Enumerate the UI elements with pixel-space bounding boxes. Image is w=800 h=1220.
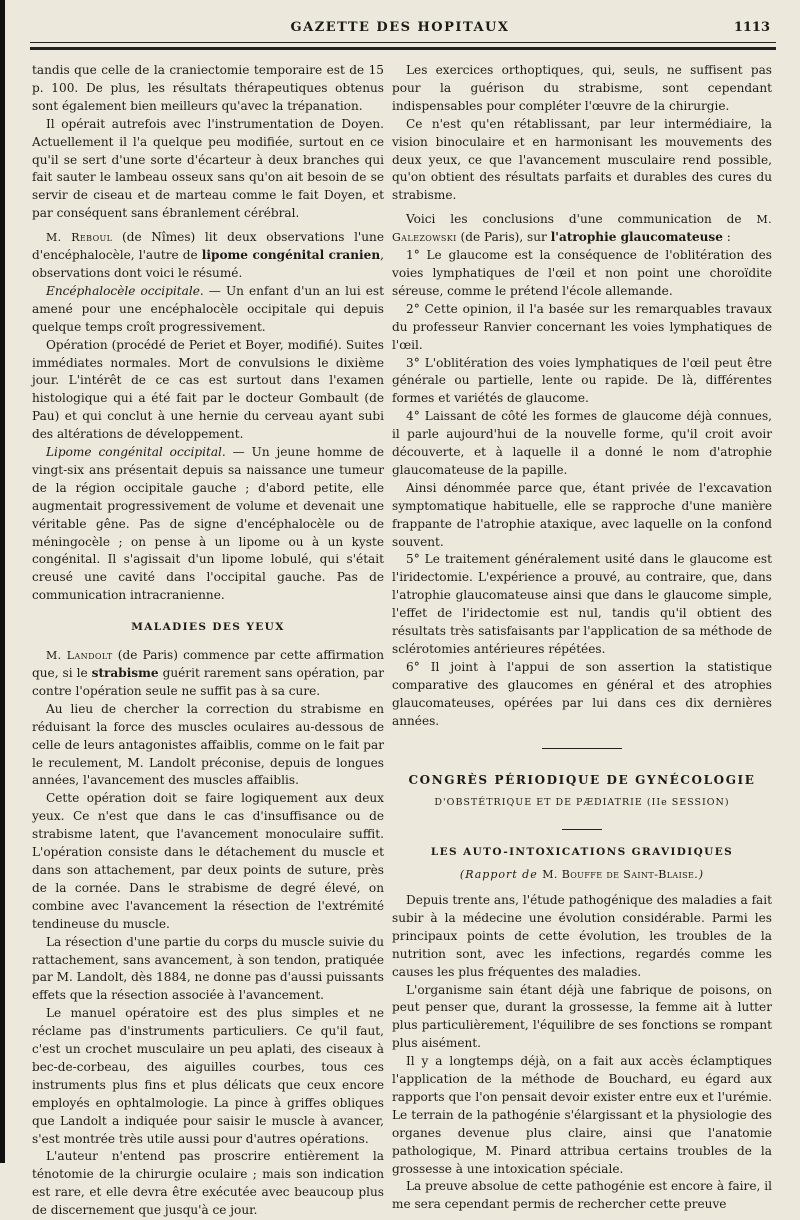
paragraph: Opération (procédé de Periet et Boyer, modifié). Suites immédiates normales. Mort de convulsions le dixième jour. L'intérêt de ce cas est surtout dans l'examen histologique qui a été fait par le docteur Gombault (de Pau) et qui conclut à une hernie du cerveau ayant subi des altérations de développement.: [32, 337, 384, 442]
page-number: 1113: [733, 20, 770, 35]
paragraph: Il y a longtemps déjà, on a fait aux accès éclamptiques l'application de la méthode de Bouchard, eu égard aux rapports que l'on pensait devoir exister entre eux et l'urémie. Le terrain de la pathogénie s'élargissant et la physiologie des organes devenue plus claire, ainsi que l'anatomie pathologique, M. Pinard attribua certains troubles de la grossesse à une intoxication spéciale.: [392, 1054, 772, 1176]
page-header: [0, 20, 800, 42]
conclusion-item: 5° Le traitement généralement usité dans le glaucome est l'iridectomie. L'expérience a prouvé, au contraire, que, dans l'atrophie glaucomateuse ainsi que dans le glaucome simple, l'effet de l'iridectomie est nul, tandis qu'il obtient des résultats très satisfaisants par l'application de sa méthode de sclérotomies antérieures répétées.: [392, 552, 772, 656]
paragraph: L'auteur n'entend pas proscrire entièrement la ténotomie de la chirurgie oculaire ; mais son indication est rare, et elle devra être exécutée avec beaucoup plus de discernement que jusqu'à ce jour.: [32, 1149, 384, 1218]
congress-subheading: D'OBSTÉTRIQUE ET DE PÆDIATRIE (IIe SESSION): [434, 797, 730, 809]
paragraph: Le manuel opératoire est des plus simples et ne réclame pas d'instruments particuliers. Ce qu'il faut, c'est un crochet musculaire un peu aplati, des ciseaux à bec-de-corbeau, des aiguilles courbes, tous ces instruments plus fins et plus délicats que ceux encore employés en ophtalmologie. La pince à griffes obliques que Landolt a indiquée pour saisir le muscle à avancer, s'est montrée très utile aussi pour d'autres opérations.: [32, 1006, 384, 1146]
author-name: M. Landolt: [46, 649, 113, 663]
header-rule-thin: [30, 42, 776, 43]
bold-term: strabisme: [91, 666, 159, 680]
conclusion-item: 6° Il joint à l'appui de son assertion la statistique comparative des glaucomes en général et des atrophies glaucomateuses, opérées par lui dans ces dix dernières années.: [392, 659, 772, 728]
report-title: LES AUTO-INTOXICATIONS GRAVIDIQUES: [430, 846, 734, 859]
bold-term: l'atrophie glaucomateuse: [550, 230, 723, 245]
left-column: [32, 62, 384, 1220]
paragraph: Cette opération doit se faire logiquement aux deux yeux. Ce n'est que dans le cas d'insuffisance ou de strabisme latent, que l'avancement monoculaire suffit. L'opération consiste dans le détachement du muscle et dans son attachement, par deux points de suture, près de la cornée. Dans le strabisme de degré élevé, on combine avec l'avancement la résection de l'extrémité tendineuse du muscle.: [32, 791, 384, 931]
paragraph: Les exercices orthoptiques, qui, seuls, ne suffisent pas pour la guérison du strabisme, sont cependant indispensables pour compléter l'œuvre de la chirurgie.: [392, 63, 772, 113]
ornament-divider: [392, 737, 772, 755]
header-rule-thick: [30, 47, 776, 50]
section-heading: MALADIES DES YEUX: [131, 621, 285, 634]
conclusion-item: 3° L'oblitération des voies lymphatiques de l'œil peut être générale ou partielle, lente ou rapide. De là, différentes formes et variétés de glaucome.: [392, 355, 772, 406]
conclusion-item: 4° Laissant de côté les formes de glaucome déjà connues, il parle aujourd'hui de la nouvelle forme, qu'il croit avoir découverte, et à laquelle il a donné le nom d'atrophie glaucomateuse de la papille.: [392, 409, 772, 477]
paragraph: Au lieu de chercher la correction du strabisme en réduisant la force des muscles oculaires au-dessous de celle de leurs antagonistes affaiblis, comme on le fait par le reculement, M. Landolt préconise, depuis de longues années, l'avancement des muscles affaiblis.: [32, 701, 384, 788]
paragraph: Lipome congénital occipital. — Un jeune homme de vingt-six ans présentait depuis sa naissance une tumeur de la région occipitale gauche ; d'abord petite, elle augmentait progressivement de volume et devenait une véritable gêne. Pas de signe d'encéphalocèle ou de méningocèle ; on pense à un lipome ou à un kyste congénital. Il s'agissait d'un lipome lobulé, qui s'était creusé une cavité dans l'occipital gauche. Pas de communication intracranienne.: [32, 445, 384, 603]
paragraph: L'organisme sain étant déjà une fabrique de poisons, on peut penser que, durant la grossesse, la femme ait à lutter plus particulièrement, l'équilibre de ses fonctions se rompant plus aisément.: [392, 982, 772, 1051]
paragraph: Ce n'est qu'en rétablissant, par leur intermédiaire, la vision binoculaire et en harmonisant les mouvements des deux yeux, ce que l'avancement musculaire rend possible, qu'on obtient des résultats parfaits et durables des cures du strabisme.: [392, 116, 772, 203]
binding-edge: [0, 0, 5, 1163]
paragraph-landolt: M. Landolt (de Paris) commence par cette affirmation que, si le strabisme guérit rarement sans opération, par contre l'opération seule ne suffit pas à sa cure.: [32, 648, 384, 698]
paragraph-reboul: M. Reboul (de Nîmes) lit deux observations l'une d'encéphalocèle, l'autre de lipome congénital cranien, observations dont voici le résumé.: [32, 230, 384, 280]
case-title: Encéphalocèle occipitale.: [46, 283, 204, 298]
author-name: M. Galezowski: [392, 213, 772, 245]
paragraph: tandis que celle de la craniectomie temporaire est de 15 p. 100. De plus, les résultats thérapeutiques obtenus sont également bien meilleurs qu'avec la trépanation.: [32, 63, 384, 113]
congress-heading: CONGRÈS PÉRIODIQUE DE GYNÉCOLOGIE: [408, 773, 756, 788]
right-column: [392, 62, 772, 1214]
paragraph: La preuve absolue de cette pathogénie est encore à faire, il me sera cependant permis de rechercher cette preuve: [392, 1179, 772, 1212]
paragraph: Encéphalocèle occipitale. — Un enfant d'un an lui est amené pour une encéphalocèle occipitale qui depuis quelque temps croît progressivement.: [32, 283, 384, 334]
journal-title: GAZETTE DES HOPITAUX: [290, 20, 510, 35]
author-name: M. Reboul: [46, 231, 113, 245]
paragraph: Depuis trente ans, l'étude pathogénique des maladies a fait subir à la médecine une évolution considérable. Parmi les principaux points de cette évolution, les troubles de la nutrition sont, avec les infections, regardés comme les causes les plus fréquentes des maladies.: [392, 892, 772, 979]
paragraph: Ainsi dénommée parce que, étant privée de l'excavation symptomatique habituelle, elle se rapproche d'une manière frappante de l'atrophie ataxique, avec laquelle on la confond souvent.: [392, 480, 772, 549]
paragraph: La résection d'une partie du corps du muscle suivie du rattachement, sans avancement, à son tendon, pratiquée par M. Landolt, dès 1884, ne donne pas d'aussi puissants effets que la résection associée à l'avancement.: [32, 934, 384, 1003]
conclusion-item: 2° Cette opinion, il l'a basée sur les remarquables travaux du professeur Ranvier concernant les voies lymphatiques de l'œil.: [392, 301, 772, 352]
conclusion-item: 1° Le glaucome est la conséquence de l'oblitération des voies lymphatiques de l'œil et non point une choroïdite séreuse, comme le prétend l'école allemande.: [392, 248, 772, 298]
report-byline: (Rapport de M. Bouffe de Saint-Blaise.): [459, 868, 705, 882]
paragraph: Il opérait autrefois avec l'instrumentation de Doyen. Actuellement il l'a quelque peu modifiée, surtout en ce qu'il se sert d'une sorte d'écarteur à deux branches qui fait sauter le lambeau osseux sans qu'on ait besoin de se servir de ciseau et de marteau comme le fait Doyen, et par conséquent sans ébranlement cérébral.: [32, 116, 384, 221]
bold-term: lipome congénital cranien: [201, 248, 381, 263]
paragraph-galezowski: Voici les conclusions d'une communication de M. Galezowski (de Paris), sur l'atrophie glaucomateuse :: [392, 212, 772, 245]
case-title: Lipome congénital occipital.: [46, 445, 226, 460]
short-rule: [392, 818, 772, 836]
